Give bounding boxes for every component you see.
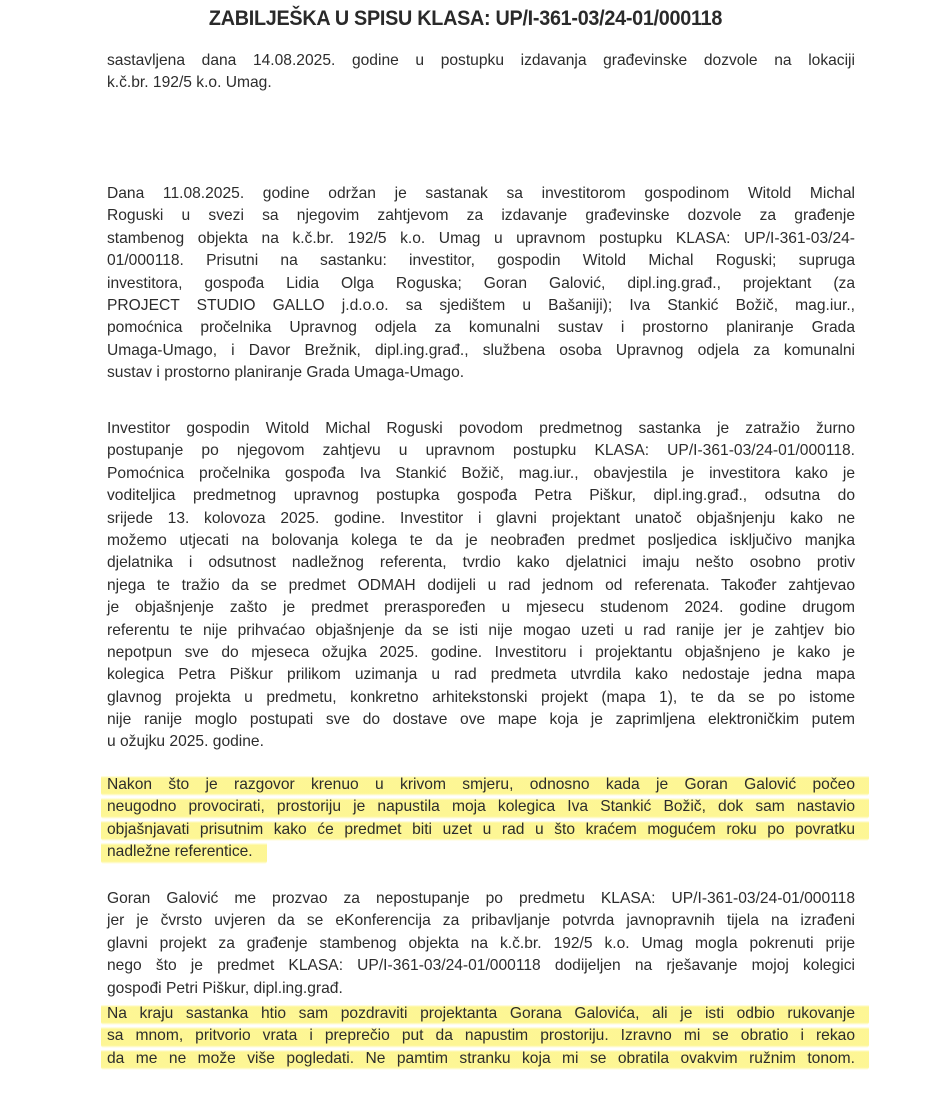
paragraph-line: Investitor gospodin Witold Michal Roguski povodom predmetnog sastanka je zatražio žurno xyxy=(107,420,855,437)
paragraph-line: glavnog projekta u predmetu, konkretno arhitekstonski projekt (mapa 1), te da se po istome xyxy=(107,688,855,706)
paragraph-line: srijede 13. kolovoza 2025. godine. Investitor i glavni projektant unatoč objašnjenju kako ne xyxy=(107,509,855,527)
highlighted-line: da me ne može više pogledati. Ne pamtim stranku koja mi se obratila ovakvim ružnim tonom. xyxy=(101,1048,869,1070)
paragraph-line: pomoćnica pročelnika Upravnog odjela za komunalni sustav i prostorno planiranje Grada xyxy=(107,319,855,337)
paragraph-line: kolegica Petra Piškur prilikom uzimanja u rad predmeta utvrdila kako nedostaje jedna mapa xyxy=(107,666,855,684)
paragraph-meeting-details xyxy=(107,183,855,385)
paragraph-line: je objašnjenje zašto je predmet preraspoređen u mjesecu studenom 2024. godine drugom xyxy=(107,599,855,617)
paragraph-line: njega te tražio da se predmet ODMAH dodijeli u rad jednom od referenata. Također zahtjevao xyxy=(107,576,855,594)
paragraph-line: jer je čvrsto uvjeren da se eKonferencija za pribavljanje potvrda javnopravnih tijela na izrađeni xyxy=(107,912,855,930)
paragraph-line: nego što je predmet KLASA: UP/I-361-03/24-01/000118 dodijeljen na rješavanje mojoj kolegici xyxy=(107,957,855,975)
paragraph-line: postupanje po njegovom zahtjevu u upravnom postupku KLASA: UP/I-361-03/24-01/000118. xyxy=(107,442,855,460)
highlighted-line: nadležne referentice. xyxy=(101,841,267,863)
subtitle-line: sastavljena dana 14.08.2025. godine u postupku izdavanja građevinske dozvole na lokaciji xyxy=(107,52,855,69)
paragraph-line: glavni projekt za građenje stambenog objekta na k.č.br. 192/5 k.o. Umag mogla pokrenuti prije xyxy=(107,934,855,952)
highlighted-line: objašnjavati prisutnim kako će predmet biti uzet u rad u što kraćem mogućem roku po povratku xyxy=(101,819,869,841)
paragraph-line: Roguski u svezi sa njegovim zahtjevom za izdavanje građevinske dozvole za građenje xyxy=(107,207,855,225)
paragraph-line-wrap xyxy=(107,841,855,863)
paragraph-line: investitora, gospođa Lidia Olga Roguska; Goran Galović, dipl.ing.građ., projektant (za xyxy=(107,274,855,292)
highlighted-line: neugodno provocirati, prostoriju je napustila moja kolegica Iva Stankić Božič, dok sam nastavio xyxy=(101,796,869,818)
highlighted-line: sa mnom, pritvorio vrata i preprečio put da napustim prostoriju. Izravno mi se obratio i rekao xyxy=(101,1025,869,1047)
document-title: ZABILJEŠKA U SPISU KLASA: UP/I-361-03/24-01/000118 xyxy=(208,6,723,30)
paragraph-line: voditeljica predmetnog upravnog postupka gospođa Petra Piškur, dipl.ing.građ., odsutna do xyxy=(107,487,855,505)
paragraph-line: Goran Galović me prozvao za nepostupanje po predmetu KLASA: UP/I-361-03/24-01/000118 xyxy=(107,890,855,907)
paragraph-line: Dana 11.08.2025. godine održan je sastanak sa investitorom gospodinom Witold Michal xyxy=(107,185,855,202)
paragraph-line: u ožujku 2025. godine. xyxy=(107,733,264,751)
paragraph-line: nepotpun sve do mjeseca ožujka 2025. godine. Investitoru i projektantu objašnjeno je kako je xyxy=(107,643,855,661)
paragraph-line: referentu te nije prihvaćao objašnjenje da se isti nije mogao uzeti u rad ranije jer je zahtjev bio xyxy=(107,621,855,639)
paragraph-investor-request xyxy=(107,418,855,754)
paragraph-galovic-complaint xyxy=(107,888,855,1000)
paragraph-line: Pomoćnica pročelnika gospođa Iva Stankić Božič, mag.iur., obavjestila je investitora kako je xyxy=(107,464,855,482)
paragraph-line: možemo utjecati na bolovanja kolega te da je neobrađen predmet posljedica isključivo manjka xyxy=(107,531,855,549)
paragraph-line: 01/000118. Prisutni na sastanku: investitor, gospodin Witold Michal Roguski; supruga xyxy=(107,252,855,270)
paragraph-line: Umaga-Umago, i Davor Brežnik, dipl.ing.građ., službena osoba Upravnog odjela za komunalni xyxy=(107,341,855,359)
document-subtitle xyxy=(107,50,855,95)
paragraph-line: gospođi Petri Piškur, dipl.ing.građ. xyxy=(107,979,343,997)
paragraph-line: stambenog objekta na k.č.br. 192/5 k.o. Umag u upravnom postupku KLASA: UP/I-361-03/24- xyxy=(107,229,855,247)
paragraph-line: djelatnika i odsutnost nadležnog referenta, tvrdio kako djelatnici imaju nešto osobno protiv xyxy=(107,554,855,572)
paragraph-line: nije ranije moglo postupati sve do dostave ove mape koja je zaprimljena elektroničkim putem xyxy=(107,711,855,729)
paragraph-conversation-highlighted xyxy=(107,774,855,864)
subtitle-line: k.č.br. 192/5 k.o. Umag. xyxy=(107,74,272,92)
highlighted-line: Na kraju sastanka htio sam pozdraviti projektanta Gorana Galovića, ali je isti odbio rukovanje xyxy=(101,1003,869,1025)
paragraph-meeting-end-highlighted xyxy=(107,1003,855,1070)
paragraph-line: sustav i prostorno planiranje Grada Umaga-Umago. xyxy=(107,364,465,382)
paragraph-line: PROJECT STUDIO GALLO j.d.o.o. sa sjedištem u Bašaniji); Iva Stankić Božič, mag.iur., xyxy=(107,296,855,314)
highlighted-line: Nakon što je razgovor krenuo u krivom smjeru, odnosno kada je Goran Galović počeo xyxy=(101,774,869,796)
